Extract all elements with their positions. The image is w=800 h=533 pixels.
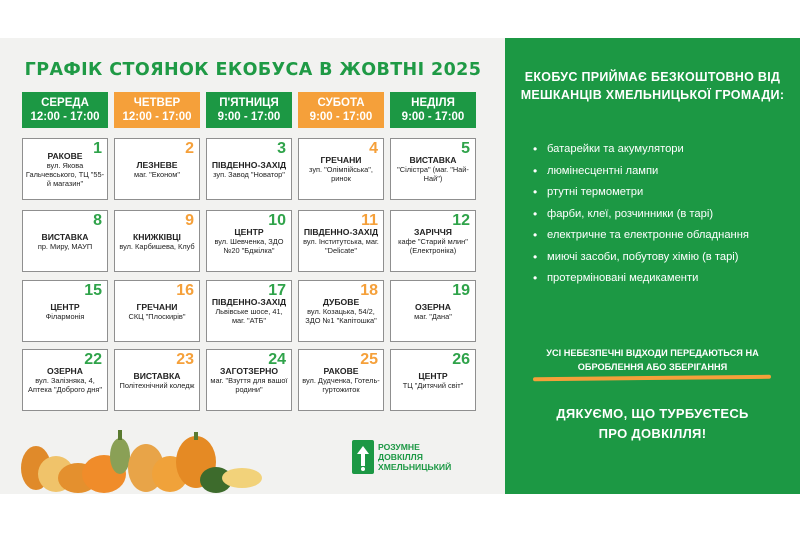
stop-place: ОЗЕРНА	[415, 301, 451, 312]
date-number: 8	[93, 212, 102, 229]
schedule-cell	[206, 349, 292, 411]
date-number: 9	[185, 212, 194, 229]
hazardous-waste-note: УСІ НЕБЕЗПЕЧНІ ВІДХОДИ ПЕРЕДАЮТЬСЯ НА ОБРОБЛЕННЯ АБО ЗБЕРІГАННЯ	[546, 348, 759, 372]
stop-place: ГРЕЧАНИ	[136, 301, 178, 312]
stop-place: ДУБОВЕ	[322, 297, 360, 307]
date-number: 5	[461, 140, 470, 157]
stop-place: ПІВДЕННО-ЗАХІД	[211, 159, 287, 170]
date-number: 26	[452, 351, 470, 368]
stop-place: ГРЕЧАНИ	[320, 155, 362, 165]
stop-place: РАКОВЕ	[323, 366, 359, 376]
stop-address: вул. Дудченка, Готель-гуртожиток	[302, 376, 380, 394]
panel-title: ЕКОБУС ПРИЙМАЄ БЕЗКОШТОВНО ВІД МЕШКАНЦІВ ХМЕЛЬНИЦЬКОЇ ГРОМАДИ:	[520, 70, 785, 102]
schedule-cell	[390, 349, 476, 411]
stop-address: пр. Миру, МАУП	[37, 241, 93, 251]
date-number: 12	[452, 212, 470, 229]
list-item: • електричне та електронне обладнання	[533, 228, 795, 242]
date-number: 22	[84, 351, 102, 368]
stop-place: ВИСТАВКА	[41, 231, 89, 242]
schedule-cell	[114, 138, 200, 200]
stop-address: вул. Якова Гальчевського, ТЦ "55-й магазин"	[25, 160, 105, 188]
stop-address: вул. Козацька, 54/2, ЗДО №1 "Капітошка"	[305, 307, 377, 325]
stop-address: вул. Шевченка, ЗДО №20 "Бджілка"	[214, 237, 284, 255]
schedule-cell	[206, 210, 292, 272]
date-number: 15	[84, 282, 102, 299]
smart-environment-logo	[352, 440, 482, 476]
stop-place: ВИСТАВКА	[409, 155, 457, 165]
stop-address: маг. "Економ"	[134, 169, 180, 179]
day-name: П'ЯТНИЦЯ	[219, 97, 279, 109]
day-header-thursday	[114, 92, 200, 128]
stop-place: ЛЕЗНЕВЕ	[136, 159, 178, 170]
date-number: 23	[176, 351, 194, 368]
schedule-cell	[22, 280, 108, 342]
date-number: 10	[268, 212, 286, 229]
day-time: 12:00 - 17:00	[30, 111, 100, 123]
schedule-cell	[22, 210, 108, 272]
list-item: • протерміновані медикаменти	[533, 271, 795, 285]
date-number: 24	[268, 351, 286, 368]
stop-address: СКЦ "Плоскирів"	[128, 311, 186, 321]
list-item: • миючі засоби, побутову хімію (в тарі)	[533, 250, 795, 264]
day-time: 12:00 - 17:00	[122, 111, 192, 123]
list-item: • люмінесцентні лампи	[533, 164, 795, 178]
stop-address: вул. Інститутська, маг. "Delicate"	[303, 237, 379, 255]
schedule-cell	[298, 138, 384, 200]
schedule-cell	[206, 138, 292, 200]
schedule-cell	[22, 349, 108, 411]
accepted-items-panel	[505, 38, 800, 494]
date-number: 17	[268, 282, 286, 299]
stop-place: КНИЖКІВЦІ	[133, 231, 181, 242]
day-time: 9:00 - 17:00	[217, 111, 281, 123]
schedule-cell	[390, 280, 476, 342]
schedule-title: ГРАФІК СТОЯНОК ЕКОБУСА В ЖОВТНІ 2025	[24, 60, 482, 80]
stop-place: ВИСТАВКА	[133, 370, 181, 381]
day-header-sunday	[390, 92, 476, 128]
stop-address: ТЦ "Дитячий світ"	[402, 380, 464, 390]
day-name: СЕРЕДА	[41, 97, 89, 109]
day-time: 9:00 - 17:00	[309, 111, 373, 123]
stop-address: "Сілістра" (маг. "Най-Най")	[397, 165, 469, 183]
thank-you-message: ДЯКУЄМО, ЩО ТУРБУЄТЕСЬ ПРО ДОВКІЛЛЯ!	[556, 406, 749, 441]
day-header-saturday	[298, 92, 384, 128]
date-number: 25	[360, 351, 378, 368]
stop-address: вул. Залізняка, 4, Аптека "Доброго дня"	[28, 376, 102, 394]
schedule-cell	[114, 349, 200, 411]
stop-address: вул. Карбишева, Клуб	[119, 241, 195, 251]
schedule-cell	[114, 280, 200, 342]
list-item: • ртутні термометри	[533, 185, 795, 199]
stop-address: маг. "Дана"	[414, 311, 452, 321]
stop-address: зуп. Завод "Новатор"	[213, 169, 285, 179]
date-number: 11	[361, 212, 378, 229]
note-underline	[533, 375, 771, 381]
stop-address: зуп. "Олімпійська", ринок	[309, 165, 373, 183]
schedule-cell	[298, 349, 384, 411]
date-number: 3	[277, 140, 286, 157]
stop-place: ЦЕНТР	[50, 301, 80, 312]
accepted-items-list	[533, 142, 795, 293]
logo-line: ХМЕЛЬНИЦЬКИЙ	[378, 462, 452, 472]
stop-place: ЗАРІЧЧЯ	[414, 227, 452, 237]
day-header-friday	[206, 92, 292, 128]
stop-address: Політехнічний коледж	[119, 380, 195, 390]
recycle-logo-icon	[352, 440, 374, 474]
stop-place: ЦЕНТР	[418, 370, 448, 381]
day-header-wednesday	[22, 92, 108, 128]
stop-place: ПІВДЕННО-ЗАХІД	[303, 227, 379, 237]
stop-address: Філармонія	[45, 311, 85, 321]
stop-place: ПІВДЕННО-ЗАХІД	[211, 297, 287, 307]
schedule-cell	[22, 138, 108, 200]
date-number: 16	[176, 282, 194, 299]
schedule-cell	[298, 280, 384, 342]
schedule-cell	[206, 280, 292, 342]
day-name: СУБОТА	[317, 97, 365, 109]
date-number: 19	[452, 282, 470, 299]
list-item: • батарейки та акумулятори	[533, 142, 795, 156]
date-number: 18	[360, 282, 378, 299]
pumpkins-illustration	[20, 416, 270, 494]
schedule-cell	[390, 210, 476, 272]
day-time: 9:00 - 17:00	[401, 111, 465, 123]
stop-address: кафе "Старий млин" (Електроніка)	[398, 237, 468, 255]
stop-place: ЦЕНТР	[234, 227, 264, 237]
day-name: ЧЕТВЕР	[133, 97, 181, 109]
stop-place: РАКОВЕ	[47, 150, 83, 161]
logo-line: РОЗУМНЕ	[378, 442, 420, 452]
date-number: 2	[185, 140, 194, 157]
logo-line: ДОВКІЛЛЯ	[378, 452, 423, 462]
date-number: 4	[369, 140, 378, 157]
stop-place: ЗАГОТЗЕРНО	[219, 366, 279, 376]
schedule-cell	[298, 210, 384, 272]
stop-address: Львівське шосе, 41, маг. "АТБ"	[215, 307, 283, 325]
schedule-cell	[114, 210, 200, 272]
list-item: • фарби, клеї, розчинники (в тарі)	[533, 207, 795, 221]
stop-place: ОЗЕРНА	[47, 366, 83, 376]
stop-address: маг. "Взуття для вашої родини"	[210, 376, 288, 394]
schedule-cell	[390, 138, 476, 200]
date-number: 1	[93, 140, 102, 157]
day-name: НЕДІЛЯ	[411, 97, 455, 109]
